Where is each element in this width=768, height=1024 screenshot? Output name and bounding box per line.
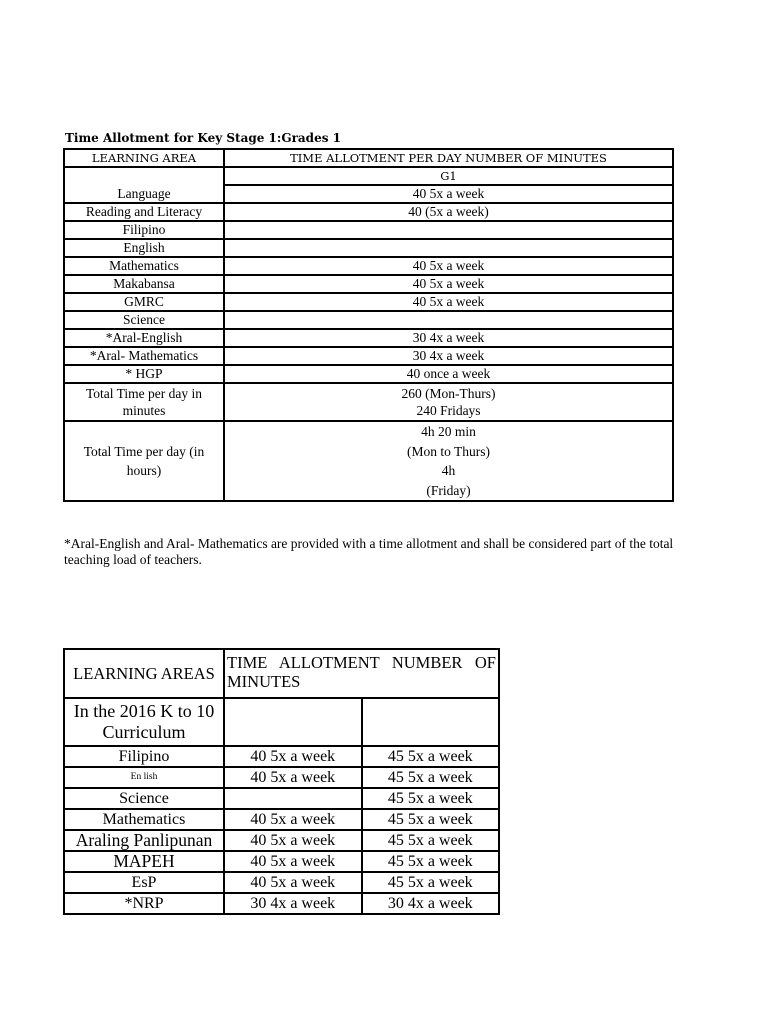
area-cell: Science: [64, 788, 224, 809]
header-time-allotment: TIME ALLOTMENT NUMBER OF MINUTES: [224, 649, 499, 698]
header-time-allotment: TIME ALLOTMENT PER DAY NUMBER OF MINUTES: [224, 149, 673, 167]
area-cell: English: [64, 239, 224, 257]
time-cell: 45 5x a week: [362, 851, 500, 872]
time-cell: [224, 788, 362, 809]
total-minutes-row: [64, 383, 673, 421]
table-row: [64, 809, 499, 830]
time-cell: [224, 221, 673, 239]
time-cell: 40 5x a week: [224, 851, 362, 872]
total-minutes-label: Total Time per day in minutes: [64, 383, 224, 421]
time-cell: 30 4x a week: [224, 329, 673, 347]
total-hours-line: 4h 20 min: [421, 424, 476, 439]
empty-cell: [362, 698, 500, 746]
time-cell: 40 5x a week: [224, 872, 362, 893]
time-cell: 40 5x a week: [224, 185, 673, 203]
total-hours-line: (Mon to Thurs): [407, 443, 490, 459]
empty-cell: [224, 698, 362, 746]
time-cell: 40 5x a week: [224, 293, 673, 311]
time-cell: 45 5x a week: [362, 788, 500, 809]
total-hours-line: 4h: [441, 463, 456, 478]
time-cell: 45 5x a week: [362, 872, 500, 893]
area-cell: Filipino: [64, 746, 224, 767]
table1-title: Time Allotment for Key Stage 1:Grades 1: [65, 131, 341, 145]
area-cell: Mathematics: [64, 809, 224, 830]
time-cell: 40 5x a week: [224, 275, 673, 293]
total-hours-label: Total Time per day (in hours): [64, 421, 224, 501]
total-hours-row: [64, 421, 673, 501]
time-cell: 40 5x a week: [224, 767, 362, 788]
table-row: [64, 329, 673, 347]
time-cell: 30 4x a week: [224, 893, 362, 914]
area-cell: *Aral- Mathematics: [64, 347, 224, 365]
time-cell: 45 5x a week: [362, 809, 500, 830]
time-cell: 45 5x a week: [362, 830, 500, 851]
area-cell: Makabansa: [64, 275, 224, 293]
table-row: [64, 275, 673, 293]
curriculum-row: [64, 698, 499, 746]
table-row: [64, 767, 499, 788]
area-cell: *NRP: [64, 893, 224, 914]
table-row: [64, 257, 673, 275]
time-cell: 30 4x a week: [362, 893, 500, 914]
time-cell: 40 5x a week: [224, 257, 673, 275]
total-minutes-line: 260 (Mon-Thurs): [401, 386, 496, 401]
area-cell: Filipino: [64, 221, 224, 239]
area-cell: EsP: [64, 872, 224, 893]
footnote: *Aral-English and Aral- Mathematics are provided with a time allotment and shall be considered part of the total teaching load of teachers.: [64, 536, 674, 567]
table-row: [64, 311, 673, 329]
area-cell: Mathematics: [64, 257, 224, 275]
area-cell: Science: [64, 311, 224, 329]
table-row: [64, 746, 499, 767]
table-row: [64, 239, 673, 257]
area-cell: Araling Panlipunan: [64, 830, 224, 851]
curriculum-label: In the 2016 K to 10 Curriculum: [64, 698, 224, 746]
area-cell: En lish: [64, 767, 224, 788]
grade-label: G1: [224, 167, 673, 185]
table-row: [64, 893, 499, 914]
time-cell: 30 4x a week: [224, 347, 673, 365]
time-cell: [224, 239, 673, 257]
time-allotment-table-2016: [63, 648, 500, 915]
total-minutes-value: [224, 383, 673, 421]
table-header-row: [64, 649, 499, 698]
total-hours-value: [224, 421, 673, 501]
time-cell: 40 5x a week: [224, 809, 362, 830]
table-row: [64, 365, 673, 383]
area-cell: MAPEH: [64, 851, 224, 872]
area-cell: *Aral-English: [64, 329, 224, 347]
time-cell: 45 5x a week: [362, 746, 500, 767]
table-header-row: [64, 149, 673, 167]
area-cell: Language: [64, 167, 224, 203]
header-learning-areas: LEARNING AREAS: [64, 649, 224, 698]
table-row: [64, 203, 673, 221]
table-row: [64, 851, 499, 872]
time-allotment-table-grade1: [63, 148, 674, 502]
area-cell: Reading and Literacy: [64, 203, 224, 221]
table-row: [64, 872, 499, 893]
table-row: [64, 347, 673, 365]
time-cell: 40 5x a week: [224, 746, 362, 767]
table-row: [64, 788, 499, 809]
time-cell: 45 5x a week: [362, 767, 500, 788]
total-minutes-line: 240 Fridays: [416, 403, 481, 418]
time-cell: [224, 311, 673, 329]
time-cell: 40 (5x a week): [224, 203, 673, 221]
table-row: [64, 830, 499, 851]
time-cell: 40 5x a week: [224, 830, 362, 851]
grade-row: [64, 167, 673, 185]
area-cell: GMRC: [64, 293, 224, 311]
table-row: [64, 221, 673, 239]
header-learning-area: LEARNING AREA: [64, 149, 224, 167]
total-hours-line: (Friday): [426, 482, 471, 498]
area-cell: * HGP: [64, 365, 224, 383]
time-cell: 40 once a week: [224, 365, 673, 383]
table-row: [64, 293, 673, 311]
